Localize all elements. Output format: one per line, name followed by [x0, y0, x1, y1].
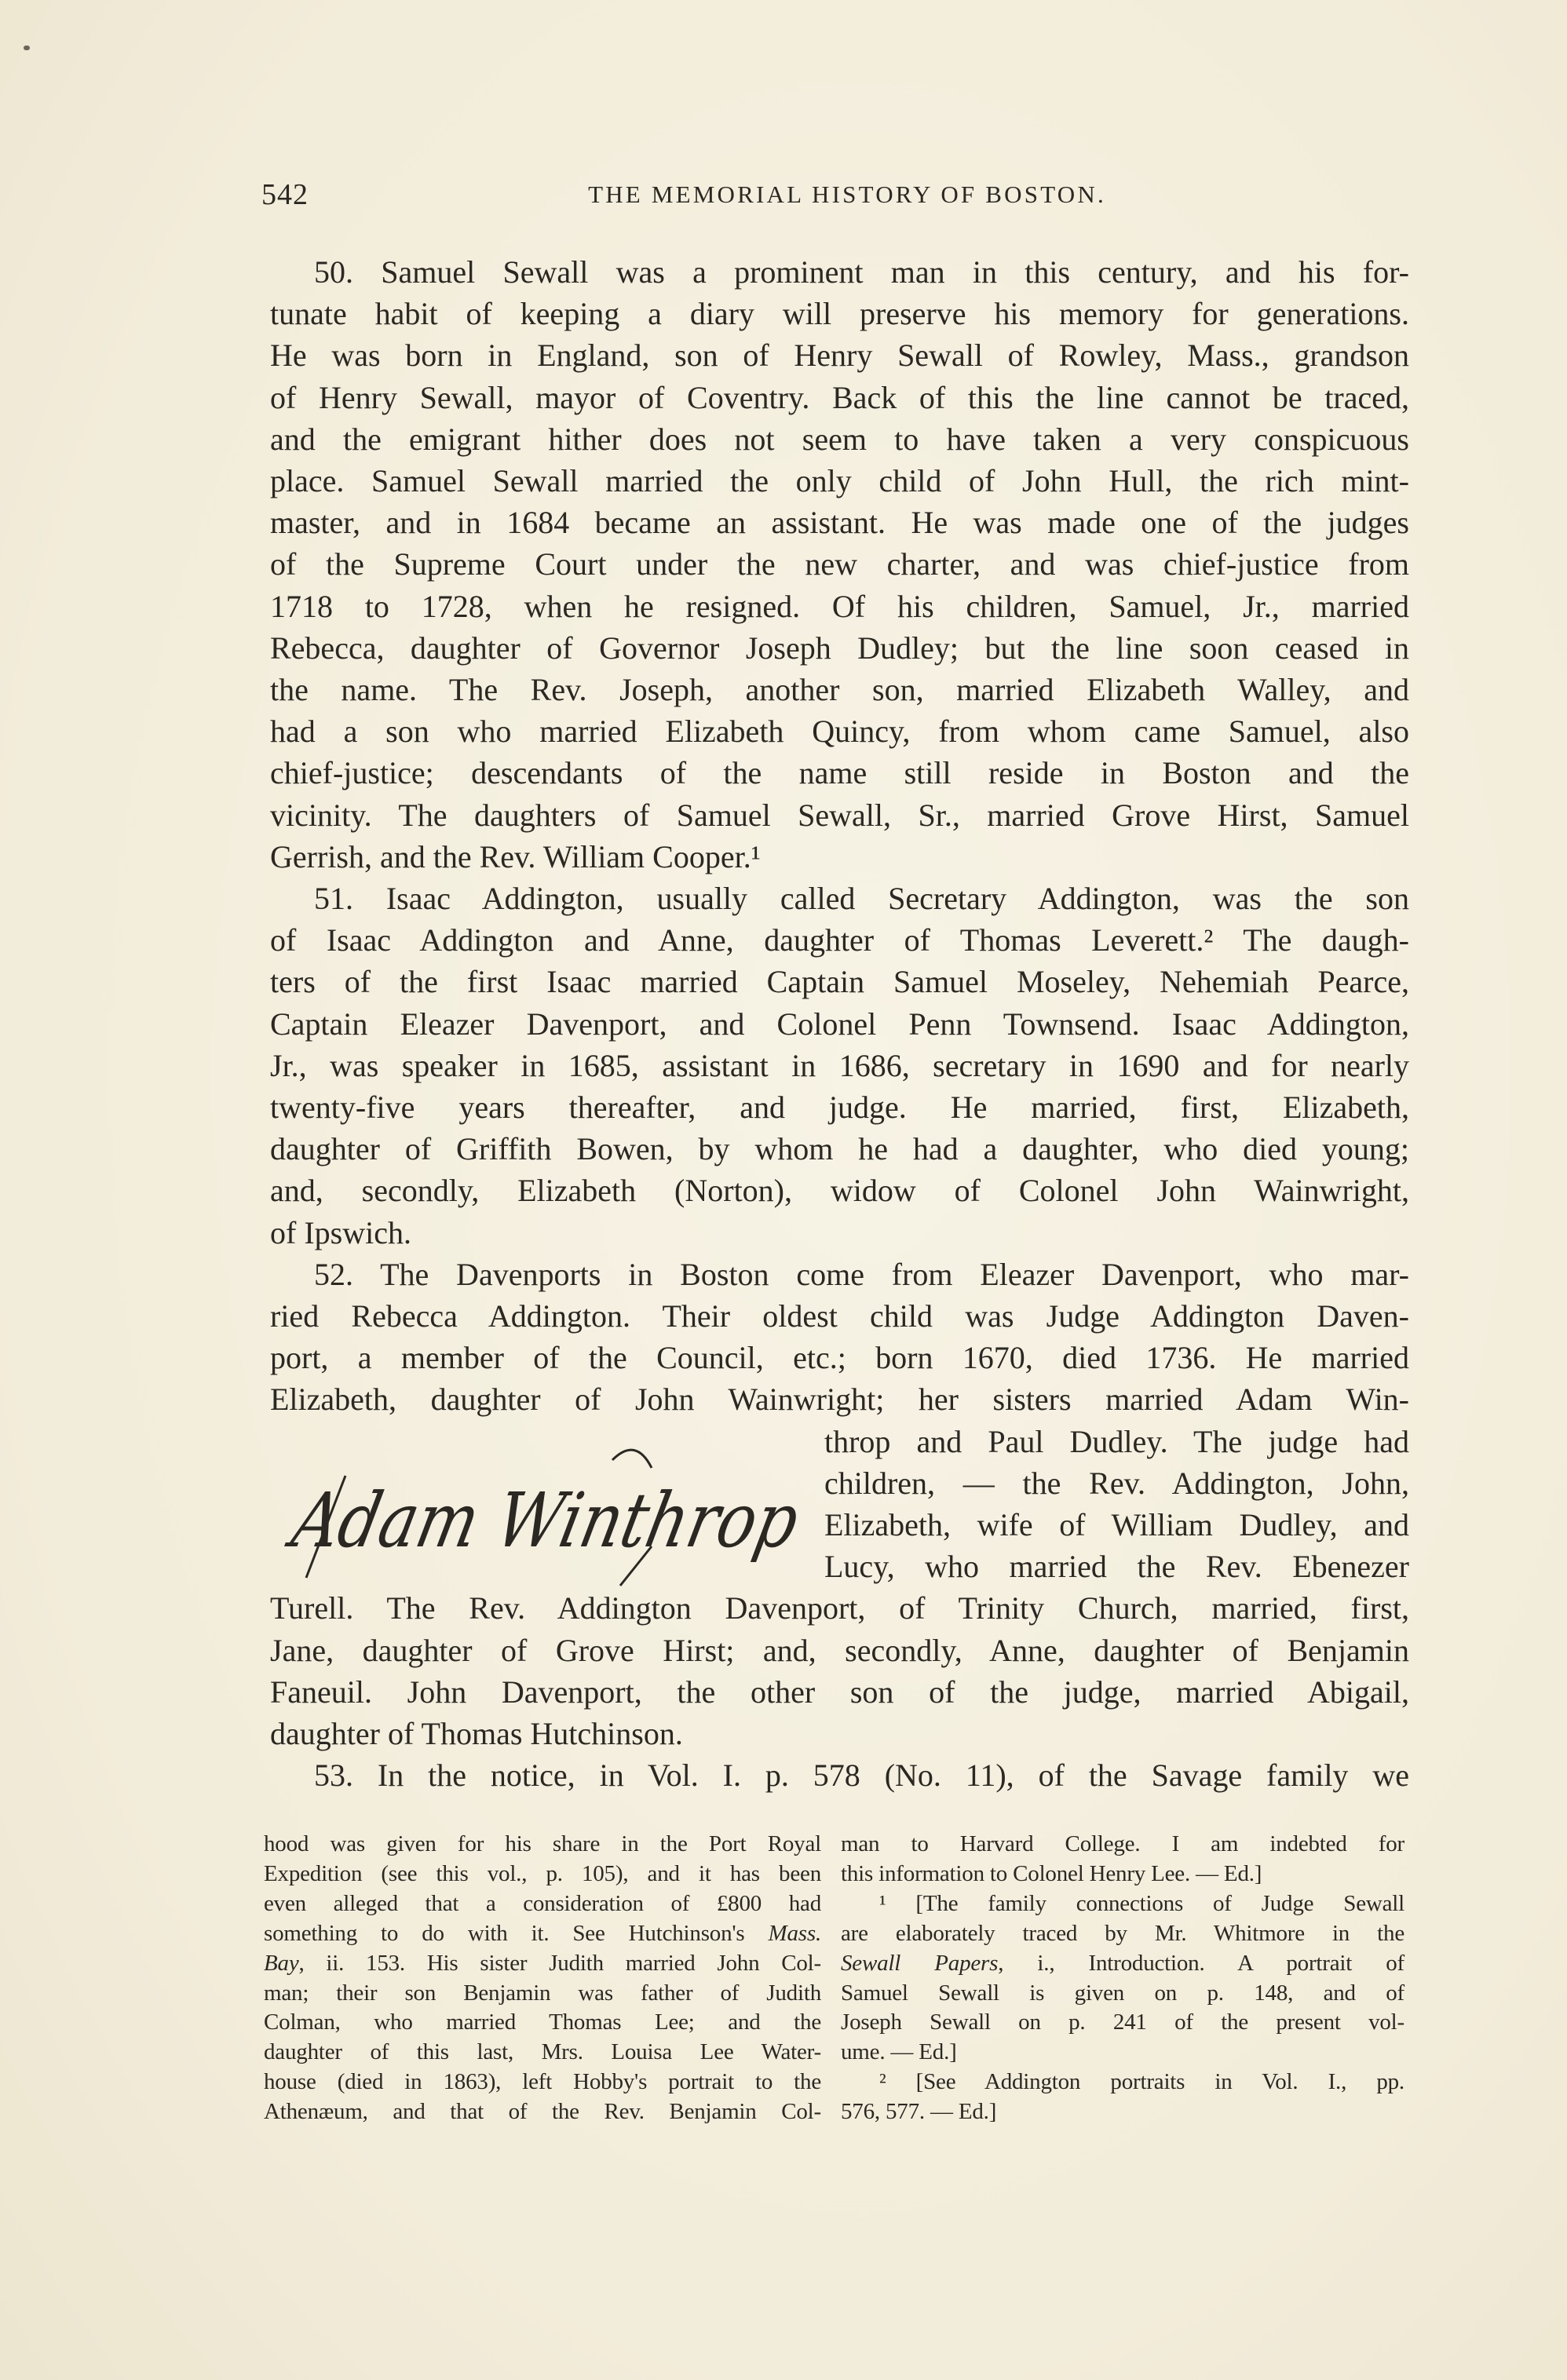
paragraph-52-first-line: 52. The Davenports in Boston come from Eleazer Davenport, who mar- — [314, 1256, 1409, 1292]
paragraph-line: Elizabeth, daughter of John Wainwright; her sisters married Adam Win- — [270, 1382, 1409, 1418]
footnote-text: , ii. 153. His sister Judith married John Col- — [298, 1950, 821, 1976]
page-number: 542 — [261, 178, 309, 211]
footnote-line — [264, 2037, 821, 2067]
footnote-text: ume. — Ed.] — [841, 2039, 957, 2065]
footnote-text: ¹ [The family connections of Judge Sewall — [879, 1890, 1404, 1916]
paragraph-line: tunate habit of keeping a diary will preserve his memory for generations. — [270, 296, 1409, 332]
paragraph-line: Gerrish, and the Rev. William Cooper.¹ — [270, 838, 761, 874]
paragraph-line: children, — the Rev. Addington, John, — [824, 1465, 1409, 1501]
footnote-text: Joseph Sewall on p. 241 of the present vol- — [841, 2009, 1404, 2035]
footnote-text: something to do with it. See Hutchinson's — [264, 1920, 769, 1946]
footnote-line — [264, 1918, 821, 1948]
footnote-line — [841, 1948, 1404, 1978]
footnote-line — [264, 1829, 821, 1859]
footnote-line — [841, 1978, 1404, 2008]
footnote-text: 576, 577. — Ed.] — [841, 2099, 997, 2125]
footnote-text: Athenæum, and that of the Rev. Benjamin Col- — [264, 2099, 821, 2125]
footnote-text: ² [See Addington portraits in Vol. I., pp. — [879, 2069, 1404, 2095]
paragraph-line: of Isaac Addington and Anne, daughter of Thomas Leverett.² The daugh- — [270, 922, 1409, 958]
paragraph-line: throp and Paul Dudley. The judge had — [824, 1423, 1409, 1459]
paragraph-line: Faneuil. John Davenport, the other son of the judge, married Abigail, — [270, 1674, 1409, 1710]
paragraph-line: twenty-five years thereafter, and judge. He married, first, Elizabeth, — [270, 1090, 1409, 1125]
paragraph-line: master, and in 1684 became an assistant. He was made one of the judges — [270, 505, 1409, 541]
paragraph-line: daughter of Griffith Bowen, by whom he had a daughter, who died young; — [270, 1131, 1409, 1167]
footnote-line — [264, 1859, 821, 1889]
footnote-text: man; their son Benjamin was father of Judith — [264, 1980, 821, 2006]
footnote-line — [841, 2037, 1404, 2067]
paragraph-line: and, secondly, Elizabeth (Norton), widow of Colonel John Wainwright, — [270, 1173, 1409, 1209]
footnote-line — [264, 2067, 821, 2097]
paragraph-line: ried Rebecca Addington. Their oldest child was Judge Addington Daven- — [270, 1298, 1409, 1334]
signature-text: Adam Winthrop — [285, 1476, 904, 1564]
footnote-text: daughter of this last, Mrs. Louisa Lee Water- — [264, 2039, 821, 2065]
paragraph-53-first-line: 53. In the notice, in Vol. I. p. 578 (No. 11), of the Savage family we — [314, 1758, 1409, 1794]
paragraph-line: chief-justice; descendants of the name still reside in Boston and the — [270, 755, 1409, 791]
footnote-text: hood was given for his share in the Port Royal — [264, 1831, 821, 1856]
footnote-line — [879, 1889, 1404, 1918]
footnote-line — [264, 1889, 821, 1918]
italic-title: Bay — [264, 1950, 299, 1976]
signature-facsimile — [275, 1429, 904, 1593]
paragraph-line: vicinity. The daughters of Samuel Sewall, Sr., married Grove Hirst, Samuel — [270, 797, 1409, 833]
scan-speck — [24, 46, 30, 50]
italic-title: Sewall Papers — [841, 1950, 999, 1976]
footnote-text: Expedition (see this vol., p. 105), and it has been — [264, 1860, 821, 1886]
italic-title: Mass. — [768, 1920, 821, 1946]
footnote-text: , i., Introduction. A portrait of — [998, 1950, 1404, 1976]
paragraph-line: the name. The Rev. Joseph, another son, married Elizabeth Walley, and — [270, 672, 1409, 707]
paragraph-line: place. Samuel Sewall married the only child of John Hull, the rich mint- — [270, 463, 1409, 498]
paragraph-line: and the emigrant hither does not seem to have taken a very conspicuous — [270, 421, 1409, 457]
footnote-line — [264, 1948, 821, 1978]
footnote-line — [264, 1978, 821, 2008]
paragraph-line: Elizabeth, wife of William Dudley, and — [824, 1507, 1409, 1542]
paragraph-line: of Ipswich. — [270, 1214, 411, 1250]
footnote-line — [841, 1918, 1404, 1948]
footnote-line — [841, 1829, 1404, 1859]
footnote-line — [879, 2067, 1404, 2097]
footnote-text: Colman, who married Thomas Lee; and the — [264, 2009, 821, 2035]
paragraph-line: ters of the first Isaac married Captain Samuel Moseley, Nehemiah Pearce, — [270, 964, 1409, 1000]
footnote-line — [841, 2097, 1404, 2126]
paragraph-51-first-line: 51. Isaac Addington, usually called Secretary Addington, was the son — [314, 881, 1409, 916]
running-title: THE MEMORIAL HISTORY OF BOSTON. — [588, 181, 1106, 208]
paragraph-line: of Henry Sewall, mayor of Coventry. Back of this the line cannot be traced, — [270, 379, 1409, 415]
footnote-text: man to Harvard College. I am indebted for — [841, 1831, 1404, 1856]
paragraph-line: Captain Eleazer Davenport, and Colonel Penn Townsend. Isaac Addington, — [270, 1006, 1409, 1042]
paragraph-line: Jane, daughter of Grove Hirst; and, secondly, Anne, daughter of Benjamin — [270, 1632, 1409, 1668]
footnote-text: even alleged that a consideration of £800 had — [264, 1890, 821, 1916]
footnote-text: this information to Colonel Henry Lee. — Ed.] — [841, 1860, 1262, 1886]
paragraph-line: port, a member of the Council, etc.; born 1670, died 1736. He married — [270, 1340, 1409, 1376]
paragraph-line: 1718 to 1728, when he resigned. Of his children, Samuel, Jr., married — [270, 588, 1409, 624]
paragraph-line: Turell. The Rev. Addington Davenport, of Trinity Church, married, first, — [270, 1590, 1409, 1626]
footnote-text: are elaborately traced by Mr. Whitmore in the — [841, 1920, 1404, 1946]
footnote-line — [264, 2007, 821, 2037]
footnote-line — [841, 2007, 1404, 2037]
paragraph-line: He was born in England, son of Henry Sewall of Rowley, Mass., grandson — [270, 338, 1409, 374]
paragraph-50-first-line: 50. Samuel Sewall was a prominent man in this century, and his for- — [314, 254, 1409, 290]
footnote-line — [841, 1859, 1404, 1889]
paragraph-line: Jr., was speaker in 1685, assistant in 1686, secretary in 1690 and for nearly — [270, 1047, 1409, 1083]
paragraph-line: had a son who married Elizabeth Quincy, from whom came Samuel, also — [270, 714, 1409, 750]
footnote-text: house (died in 1863), left Hobby's portrait to the — [264, 2069, 821, 2095]
paragraph-line: daughter of Thomas Hutchinson. — [270, 1716, 683, 1751]
paragraph-line: of the Supreme Court under the new charter, and was chief-justice from — [270, 546, 1409, 582]
signature-flourish — [612, 1450, 652, 1468]
footnote-line — [264, 2097, 821, 2126]
footnote-text: Samuel Sewall is given on p. 148, and of — [841, 1980, 1404, 2006]
paragraph-line: Rebecca, daughter of Governor Joseph Dudley; but the line soon ceased in — [270, 630, 1409, 666]
paragraph-line: Lucy, who married the Rev. Ebenezer — [824, 1549, 1409, 1585]
